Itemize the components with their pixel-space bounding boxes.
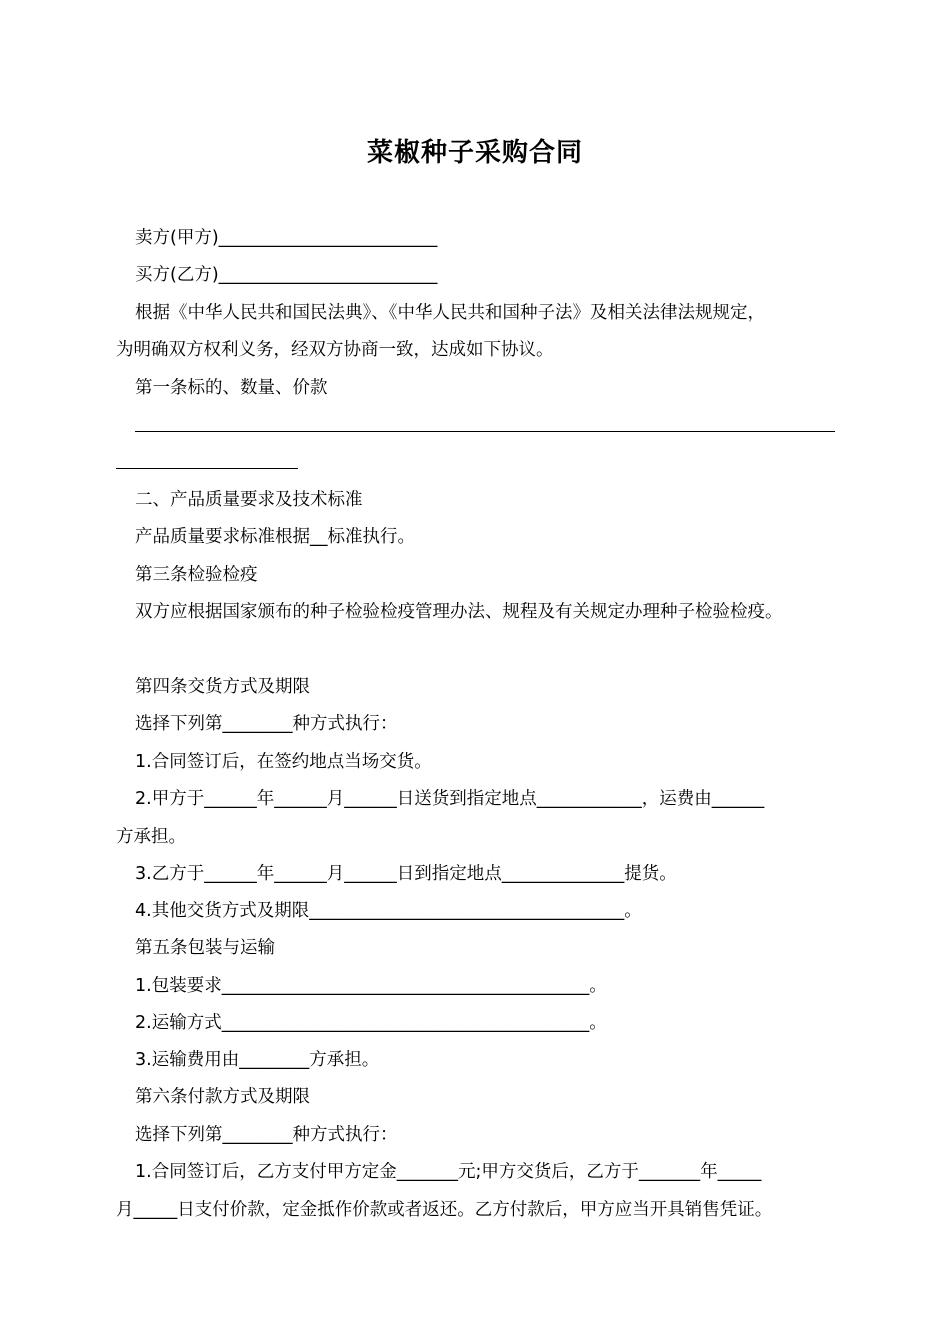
payment-option-1: 1.合同签订后，乙方支付甲方定金_______元;甲方交货后，乙方于_______年_____ (135, 1162, 762, 1182)
article-1-blank-line-1 (135, 431, 835, 432)
delivery-option-2-cont: 方承担。 (116, 827, 186, 847)
delivery-option-2: 2.甲方于______年______月______日送货到指定地点____________，运费由______ (135, 789, 765, 809)
packaging-line: 1.包装要求__________________________________________。 (135, 976, 607, 996)
delivery-option-line: 选择下列第________种方式执行： (135, 714, 398, 734)
transport-method-line: 2.运输方式__________________________________________。 (135, 1013, 607, 1033)
inspection-line: 双方应根据国家颁布的种子检验检疫管理办法、规程及有关规定办理种子检验检疫。 (135, 602, 783, 622)
preamble-line-1: 根据《中华人民共和国民法典》、《中华人民共和国种子法》及相关法律法规规定， (135, 303, 765, 323)
seller-line: 卖方(甲方)_________________________ (135, 228, 438, 248)
article-1-blank-line-2 (116, 468, 298, 469)
transport-cost-line: 3.运输费用由________方承担。 (135, 1050, 380, 1070)
payment-option-line: 选择下列第________种方式执行： (135, 1125, 398, 1145)
delivery-option-1: 1.合同签订后，在签约地点当场交货。 (135, 752, 432, 772)
article-2-heading: 二、产品质量要求及技术标准 (135, 490, 363, 510)
buyer-line: 买方(乙方)_________________________ (135, 265, 438, 285)
article-5-heading: 第五条包装与运输 (135, 938, 275, 958)
preamble-line-2: 为明确双方权利义务，经双方协商一致，达成如下协议。 (116, 340, 554, 360)
article-6-heading: 第六条付款方式及期限 (135, 1087, 310, 1107)
payment-option-1-cont: 月_____日支付价款，定金抵作价款或者返还。乙方付款后，甲方应当开具销售凭证。 (116, 1200, 773, 1220)
article-1-heading: 第一条标的、数量、价款 (135, 378, 328, 398)
article-4-heading: 第四条交货方式及期限 (135, 677, 310, 697)
article-3-heading: 第三条检验检疫 (135, 565, 258, 585)
document-title: 菜椒种子采购合同 (366, 138, 583, 168)
quality-standard-line: 产品质量要求标准根据__标准执行。 (135, 527, 415, 547)
delivery-option-3: 3.乙方于______年______月______日到指定地点______________提货。 (135, 864, 677, 884)
delivery-option-4: 4.其他交货方式及期限____________________________________。 (135, 901, 642, 921)
